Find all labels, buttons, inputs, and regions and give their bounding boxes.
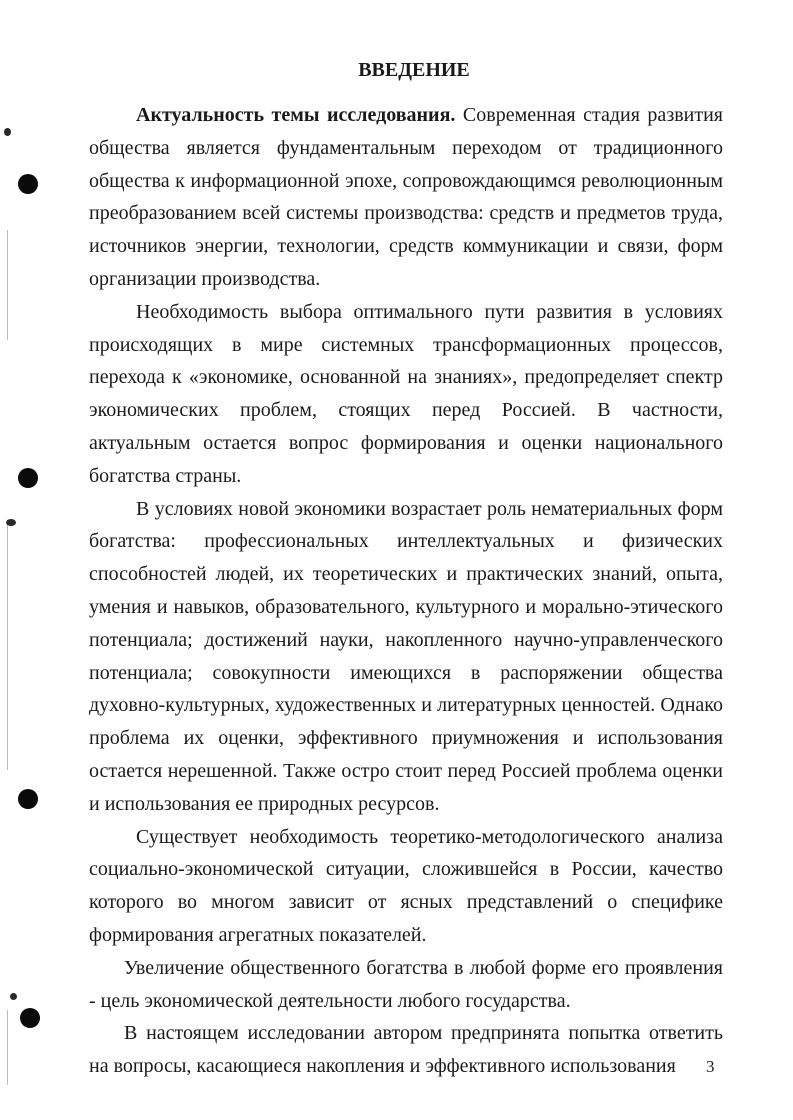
paragraph-lead: Актуальность темы исследования.: [136, 104, 456, 126]
scan-speck: [6, 519, 16, 526]
paragraph-text: Необходимость выбора оптимального пути развития в условиях происходящих в мире системных трансформационных процессов, перехода к «экономике, основанной на знаниях», предопределяет спектр экономических проблем, стоящих перед Россией. В частности, актуальным остается вопрос формирования и оценки национального богатства страны.: [89, 300, 723, 487]
binding-hole: [18, 468, 38, 488]
paragraph: [89, 952, 723, 1018]
scan-edge-line: [7, 520, 8, 770]
paragraph-text: Существует необходимость теоретико-методологического анализа социально-экономической ситуации, сложившейся в России, качество которого во многом зависит от ясных представлений о специфике формирования агрегатных показателей.: [89, 825, 723, 946]
page-title: ВВЕДЕНИЕ: [358, 59, 470, 81]
page-number: 3: [706, 1057, 715, 1076]
paragraph-text: Увеличение общественного богатства в любой форме его проявления - цель экономической деятельности любого государства.: [89, 956, 723, 1012]
scan-speck: [10, 993, 17, 1000]
paragraph-text: Современная стадия развития общества является фундаментальным переходом от традиционного общества к информационной эпохе, сопровождающимся революционным преобразованием всей системы производства: средств и предметов труда, источников энергии, технологии, средств коммуникации и связи, форм организации производства.: [89, 104, 724, 290]
paragraph: [89, 1017, 723, 1083]
paragraph: [89, 493, 723, 821]
binding-hole: [20, 1008, 40, 1028]
scan-speck: [4, 128, 11, 136]
scan-edge-line: [7, 230, 8, 340]
document-body: [89, 56, 723, 1083]
paragraph-text: В условиях новой экономики возрастает роль нематериальных форм богатства: профессиональных интеллектуальных и физических способностей людей, их теоретических и практических знаний, опыта, умения и навыков, образовательного, культурного и морально-этического потенциала; достижений науки, накопленного научно-управленческого потенциала; совокупности имеющихся в распоряжении общества духовно-культурных, художественных и литературных ценностей. Однако проблема их оценки, эффективного приумножения и использования остается нерешенной. Также остро стоит перед Россией проблема оценки и использования ее природных ресурсов.: [89, 497, 723, 815]
paragraph-relevance: [89, 99, 723, 296]
paragraph-text: В настоящем исследовании автором предпринята попытка ответить на вопросы, касающиеся накопления и эффективного использования: [89, 1022, 723, 1078]
paragraph: [89, 296, 723, 493]
scan-edge-line: [7, 1010, 8, 1085]
paragraph: [89, 821, 723, 952]
binding-hole: [18, 789, 38, 809]
binding-hole: [18, 174, 38, 194]
